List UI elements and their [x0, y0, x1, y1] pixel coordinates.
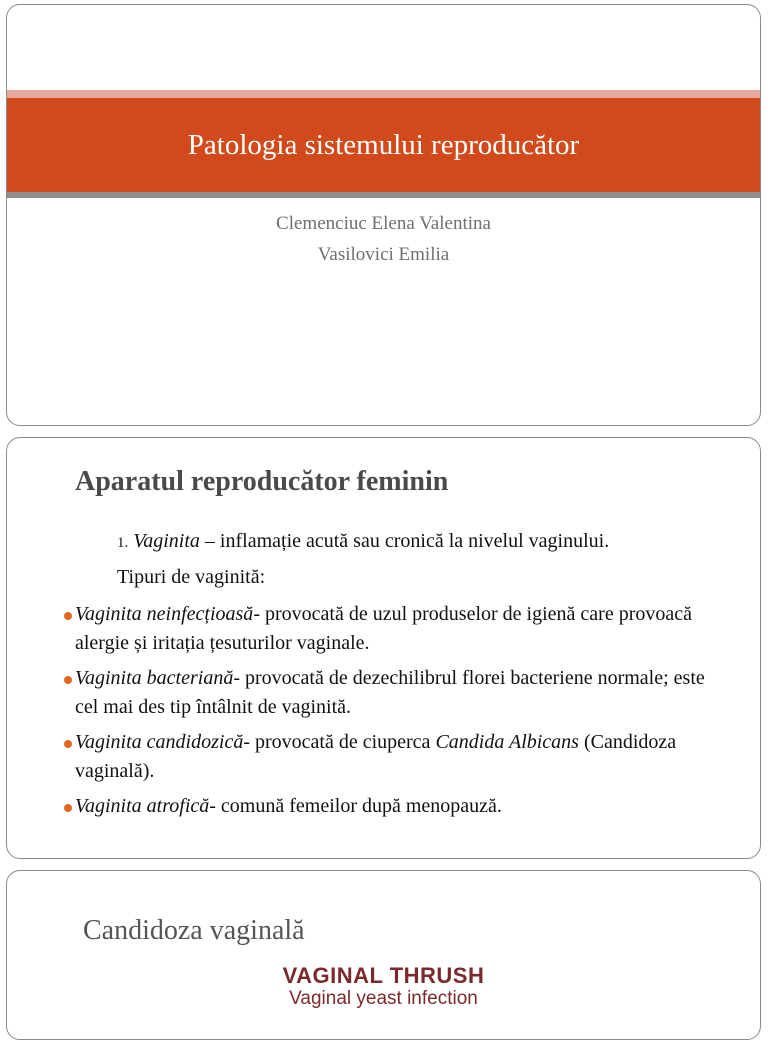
- content-slide: [6, 437, 761, 859]
- subheading: Tipuri de vaginită:: [117, 566, 266, 588]
- banner-top-stripe: [7, 90, 760, 98]
- image-title: VAGINAL THRUSH: [282, 963, 485, 988]
- bullet-text-secondary: (Candidoza vaginală).: [75, 731, 677, 782]
- author-name: Clemenciuc Elena Valentina: [276, 213, 491, 234]
- title-slide: [6, 4, 761, 426]
- slide-heading: Aparatul reproducător feminin: [75, 466, 449, 497]
- image-subtitle: Vaginal yeast infection: [289, 988, 478, 1009]
- bullet-icon: [64, 612, 72, 620]
- item-term: Vaginita: [133, 530, 200, 552]
- bullet-term: Vaginita bacteriană: [75, 667, 234, 689]
- numbered-item: [117, 526, 760, 558]
- bullet-icon: [64, 804, 72, 812]
- title-banner: [7, 98, 760, 192]
- bullet-term: Vaginita atrofică: [75, 795, 210, 817]
- author-name: Vasilovici Emilia: [317, 244, 450, 265]
- bullet-list: [7, 600, 760, 821]
- authors: [7, 208, 760, 270]
- slide-content: [7, 526, 760, 827]
- bullet-icon: [64, 676, 72, 684]
- slide-heading: Candidoza vaginală: [83, 915, 305, 946]
- banner-bottom-stripe: [7, 192, 760, 198]
- item-number: 1.: [117, 535, 129, 551]
- list-item: [7, 728, 760, 786]
- bullet-term: Vaginita neinfecțioasă: [75, 603, 254, 625]
- bullet-icon: [64, 740, 72, 748]
- bullet-text: - provocată de ciuperca: [243, 731, 436, 753]
- bullet-text: - comună femeilor după menopauză.: [209, 795, 502, 817]
- list-item: [7, 664, 760, 722]
- list-item: [7, 600, 760, 658]
- list-item: [7, 792, 760, 821]
- bullet-term-secondary: Candida Albicans: [435, 731, 579, 753]
- item-text: – inflamație acută sau cronică la nivelul vaginului.: [199, 530, 610, 552]
- bullet-text: - provocată de uzul produselor de igienă care provoacă alergie și iritația țesuturilor vaginale.: [75, 603, 692, 654]
- bullet-term: Vaginita candidozică: [75, 731, 244, 753]
- presentation-title: Patologia sistemului reproducător: [187, 128, 580, 161]
- image-slide: [6, 870, 761, 1040]
- bullet-text: - provocată de dezechilibrul florei bacteriene normale; este cel mai des tip întâlnit de vaginită.: [75, 667, 705, 718]
